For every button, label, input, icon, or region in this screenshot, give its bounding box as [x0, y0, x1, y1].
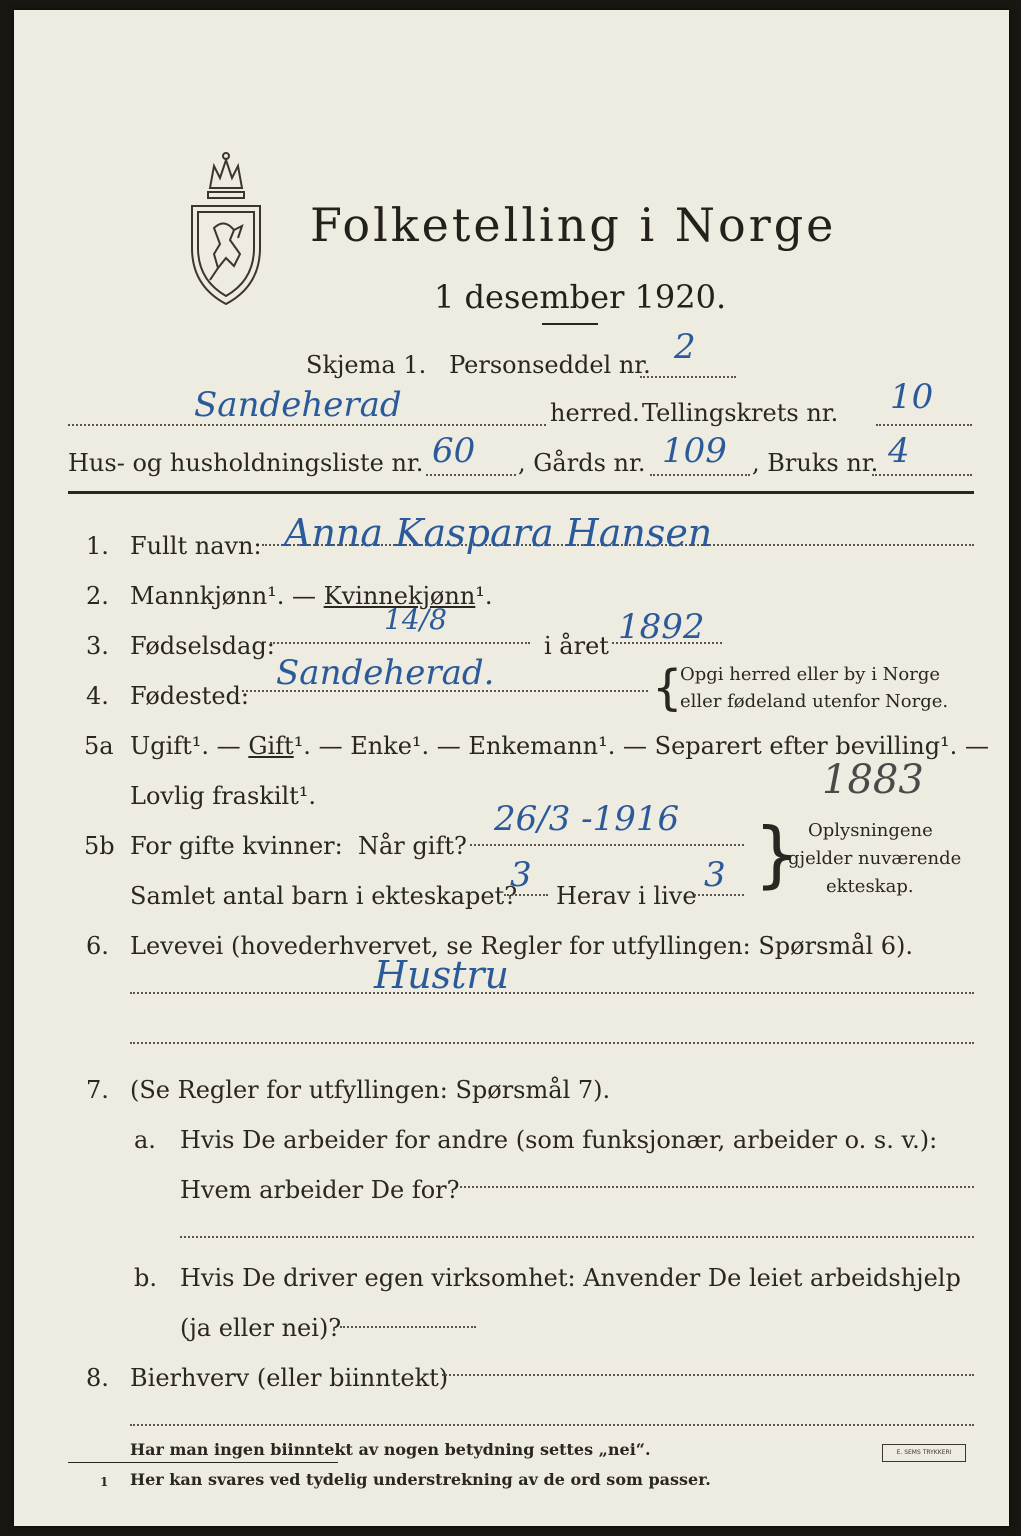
q7b-text: Hvis De driver egen virksomhet: Anvender De leiet arbeidshjelp: [180, 1264, 961, 1292]
q7-label: (Se Regler for utfyllingen: Spørsmål 7).: [130, 1076, 611, 1104]
q5b-note-3: ekteskap.: [826, 876, 914, 897]
q3-year-value: 1892: [618, 607, 705, 647]
q5b-number: 5b: [84, 832, 115, 860]
q5b-line: [470, 844, 744, 846]
personseddel-value: 2: [674, 327, 696, 367]
q7b-letter: b.: [134, 1264, 157, 1292]
q5a-gift: Gift: [248, 732, 294, 760]
hus-label: Hus- og husholdningsliste nr.: [68, 449, 424, 477]
q2-footmark: ¹.: [475, 582, 493, 610]
footnote-text: Her kan svares ved tydelig understrekning av de ord som passer.: [130, 1470, 711, 1489]
skjema-label: Skjema 1. Personseddel nr.: [306, 351, 651, 379]
coat-of-arms-icon: [184, 148, 268, 308]
q7b-line: [340, 1326, 476, 1328]
q7b-question: (ja eller nei)?: [180, 1314, 342, 1342]
footnote-mark: 1: [100, 1475, 109, 1489]
q3-number: 3.: [86, 632, 109, 660]
q5b-note-2: gjelder nuværende: [788, 848, 962, 869]
header-divider: [68, 491, 974, 494]
q1-value: Anna Kaspara Hansen: [284, 511, 713, 555]
herred-value: Sandeherad: [194, 385, 402, 425]
q4-note-1: Opgi herred eller by i Norge: [680, 664, 941, 685]
gards-line: [650, 474, 750, 476]
q8-number: 8.: [86, 1364, 109, 1392]
q4-note-2: eller fødeland utenfor Norge.: [680, 691, 949, 712]
title-divider: [542, 323, 598, 325]
q3-line: [270, 642, 530, 644]
bruks-value: 4: [888, 431, 910, 471]
q2-number: 2.: [86, 582, 109, 610]
personseddel-line: [640, 376, 736, 378]
q1-number: 1.: [86, 532, 109, 560]
q3-value: 14/8: [384, 603, 447, 636]
census-form: [14, 10, 1009, 1526]
q5a-number: 5a: [84, 732, 114, 760]
gards-value: 109: [662, 431, 727, 471]
footnote-divider: [68, 1462, 338, 1463]
q7a-line-1: [460, 1186, 974, 1188]
hus-line: [426, 474, 516, 476]
q7a-line-2: [180, 1236, 974, 1238]
q4-number: 4.: [86, 682, 109, 710]
q1-label: Fullt navn:: [130, 532, 262, 560]
q6-line-1: [130, 992, 974, 994]
q5b-label: For gifte kvinner: Når gift?: [130, 832, 467, 860]
q6-label: Levevei (hovederhvervet, se Regler for utfyllingen: Spørsmål 6).: [130, 932, 914, 960]
herred-label: herred.: [550, 399, 640, 427]
q8-label: Bierhverv (eller biinntekt): [130, 1364, 449, 1392]
q5b-children-value: 3: [510, 855, 532, 895]
q7a-question: Hvem arbeider De for?: [180, 1176, 460, 1204]
q5a-rest: ¹. — Enke¹. — Enkemann¹. — Separert efter bevilling¹. —: [293, 732, 989, 760]
hus-value: 60: [432, 431, 476, 471]
q7a-letter: a.: [134, 1126, 156, 1154]
q5b-children-label: Samlet antal barn i ekteskapet?: [130, 882, 518, 910]
bruks-label: , Bruks nr.: [752, 449, 879, 477]
q5a-ugift: Ugift¹. —: [130, 732, 249, 760]
q7-number: 7.: [86, 1076, 109, 1104]
tellingskrets-value: 10: [890, 377, 934, 417]
tellingskrets-label: Tellingskrets nr.: [642, 399, 839, 427]
q7a-text: Hvis De arbeider for andre (som funksjonær, arbeider o. s. v.):: [180, 1126, 938, 1154]
q5a-pencil-note: 1883: [822, 757, 924, 803]
q4-value: Sandeherad.: [276, 653, 495, 693]
q6-value: Hustru: [374, 953, 510, 997]
q3-label: Fødselsdag:: [130, 632, 275, 660]
printer-stamp: E. SEMS TRYKKERI: [882, 1444, 966, 1462]
form-date: 1 desember 1920.: [434, 278, 727, 316]
bruks-line: [872, 474, 972, 476]
form-title: Folketelling i Norge: [310, 198, 837, 252]
q5b-alive-value: 3: [704, 855, 726, 895]
q5b-alive-label: Herav i live: [556, 882, 697, 910]
q5b-value: 26/3 -1916: [494, 799, 680, 839]
q5a-line-2: Lovlig fraskilt¹.: [130, 782, 317, 810]
q5b-note-1: Oplysningene: [808, 820, 933, 841]
gards-label: , Gårds nr.: [518, 449, 646, 477]
q6-line-2: [130, 1042, 974, 1044]
q5b-brace: }: [754, 812, 800, 896]
q3-year-label: i året: [544, 632, 609, 660]
q5a-label: [130, 734, 989, 758]
q2-mann: Mannkjønn¹. —: [130, 582, 324, 610]
q2-kvinne: Kvinnekjønn: [323, 582, 476, 610]
tellingskrets-line: [876, 424, 972, 426]
q4-label: Fødested:: [130, 682, 249, 710]
q8-line-1: [442, 1374, 974, 1376]
q4-brace: {: [652, 660, 683, 716]
q6-number: 6.: [86, 932, 109, 960]
footer-note: Har man ingen biinntekt av nogen betydning settes „nei“.: [130, 1440, 651, 1459]
q8-line-2: [130, 1424, 974, 1426]
